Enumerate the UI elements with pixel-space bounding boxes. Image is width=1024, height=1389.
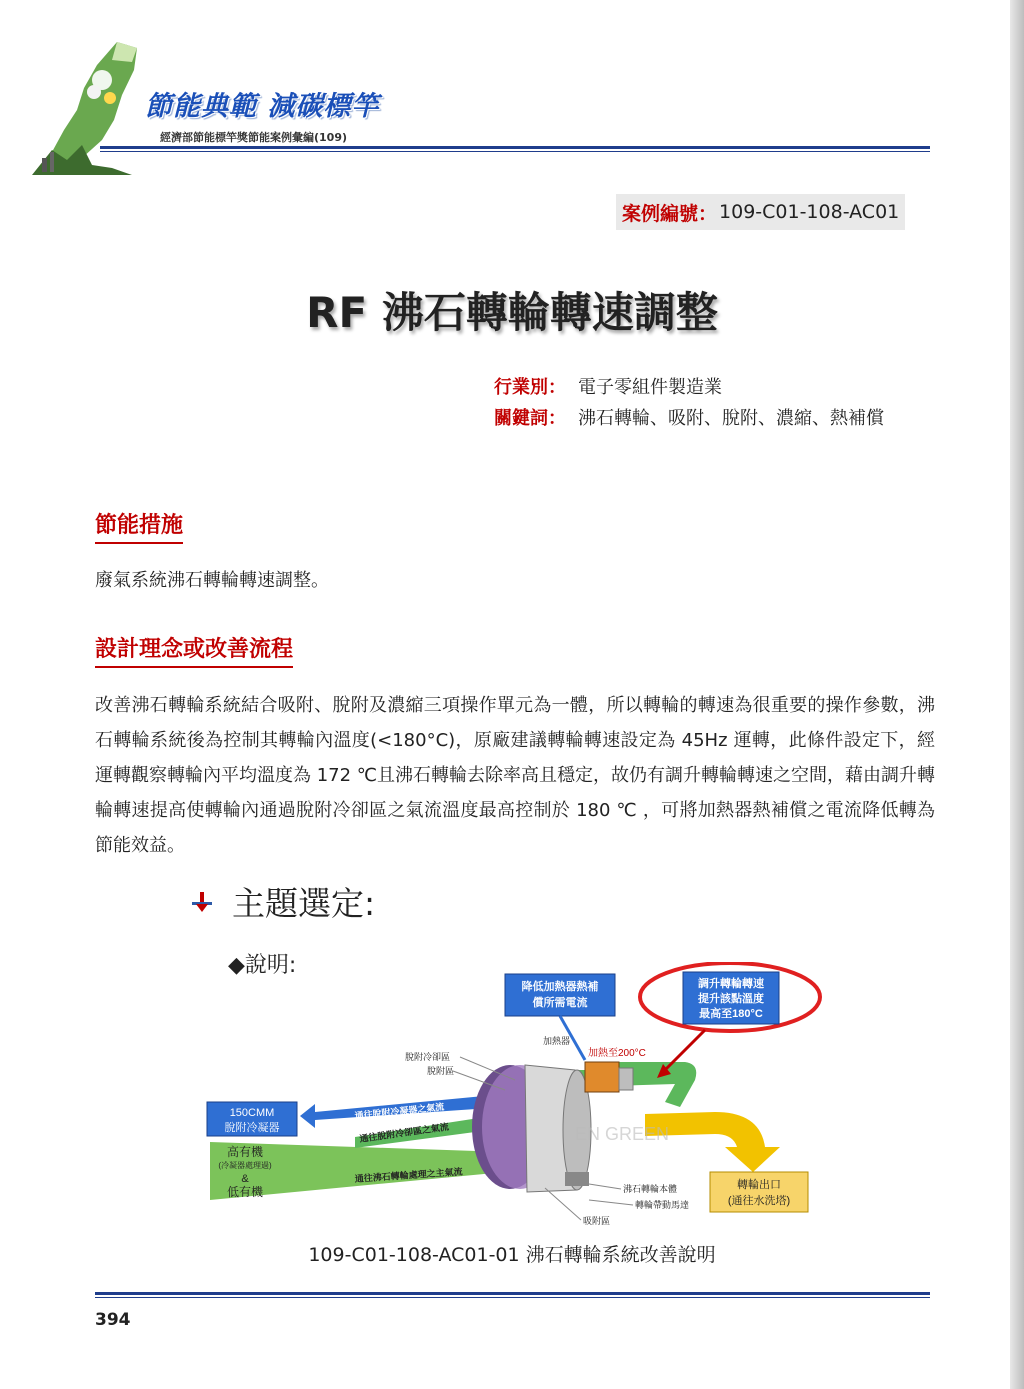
reduce-current-line2: 償所需電流 <box>532 997 588 1009</box>
high-organic-label: 高有機 <box>226 1145 264 1159</box>
case-number-box <box>616 194 905 230</box>
slide-topic-text: 主題選定: <box>232 884 376 923</box>
outlet-line2: (通往水洗塔) <box>727 1195 791 1207</box>
raise-speed-line2: 提升該點溫度 <box>698 993 764 1005</box>
page-edge-shadow <box>1010 0 1024 1389</box>
heater-box <box>585 1062 619 1092</box>
heat-to-label: 加熱至200°C <box>588 1048 646 1059</box>
low-organic-label: 低有機 <box>226 1185 264 1199</box>
slide-topic <box>190 878 375 925</box>
raise-speed-line1: 調升轉輪轉速 <box>698 978 764 990</box>
keywords-row <box>494 403 918 434</box>
logo-title: 節能典範 減碳標竿 <box>145 91 380 122</box>
industry-label: 行業別： <box>494 377 566 398</box>
condenser-line2: 脫附冷凝器 <box>224 1122 280 1134</box>
condenser-line1: 150CMM <box>229 1107 275 1119</box>
section-heading-measures: 節能措施 <box>95 508 183 544</box>
case-meta <box>494 372 918 434</box>
desorb-cool-label: 脫附冷卻區 <box>405 1052 451 1062</box>
industry-value: 電子零組件製造業 <box>578 377 722 398</box>
page-title: RF 沸石轉輪轉速調整 <box>306 288 718 337</box>
desorb-label: 脫附區 <box>427 1066 455 1076</box>
heater-label: 加熱器 <box>543 1036 571 1046</box>
slide-explain-label: ◆說明: <box>228 953 297 978</box>
outlet-line1: 轉輪出口 <box>737 1179 781 1191</box>
page-number: 394 <box>95 1310 131 1330</box>
wheel-body-label: 沸石轉輪本體 <box>623 1184 678 1194</box>
reduce-current-line1: 降低加熱器熱補 <box>521 981 599 993</box>
figure-caption: 109-C01-108-AC01-01 沸石轉輪系統改善說明 <box>308 1244 716 1266</box>
header-divider-thin <box>100 151 930 152</box>
raise-speed-line3: 最高至180°C <box>699 1008 763 1020</box>
condensed-label: (冷凝器處理過) <box>218 1161 272 1170</box>
measures-text: 廢氣系統沸石轉輪轉速調整。 <box>95 570 329 591</box>
down-arrow-bullet-icon <box>190 890 214 914</box>
section-heading-design: 設計理念或改善流程 <box>95 632 293 668</box>
footer-divider-thin <box>95 1297 930 1298</box>
motor-icon <box>565 1172 589 1186</box>
adsorb-label: 吸附區 <box>583 1216 611 1226</box>
to-cool-label: 通往脫附冷卻區之氣流 <box>358 1121 450 1144</box>
keywords-label: 關鍵詞： <box>494 408 566 429</box>
logo-subtitle: 經濟部節能標竿獎節能案例彙編(109) <box>160 131 348 144</box>
to-main-label: 通往沸石轉輪處理之主氣流 <box>354 1166 463 1184</box>
case-number-value: 109-C01-108-AC01 <box>719 201 900 223</box>
footer-divider <box>95 1292 930 1295</box>
header-divider <box>100 146 930 149</box>
zeolite-wheel-diagram <box>205 962 830 1232</box>
industry-row <box>494 372 918 403</box>
and-label: & <box>241 1173 249 1185</box>
diagram-watermark: EN GREEN <box>575 1124 670 1144</box>
design-text: 改善沸石轉輪系統結合吸附、脫附及濃縮三項操作單元為一體，所以轉輪的轉速為很重要的操作參數，沸石轉輪系統後為控制其轉輪內溫度(<180°C)，原廠建議轉輪轉速設定為 45Hz 運轉，此條件設定下，經運轉觀察轉輪內平均溫度為 172 ℃且沸石轉輪去除率高且穩定，故仍有調升轉輪轉速之空間，藉由調升轉輪轉速提高使轉輪內通過脫附冷卻區之氣流溫度最高控制於 180 ℃ ，可將加熱器熱補償之電流降低轉為節能效益。 <box>95 695 936 856</box>
case-number-label: 案例編號： <box>622 202 718 225</box>
keywords-value: 沸石轉輪、吸附、脫附、濃縮、熱補償 <box>578 408 884 429</box>
to-condenser-label: 通往脫附冷凝器之氣流 <box>354 1101 445 1121</box>
motor-label: 轉輪帶動馬達 <box>635 1200 690 1210</box>
